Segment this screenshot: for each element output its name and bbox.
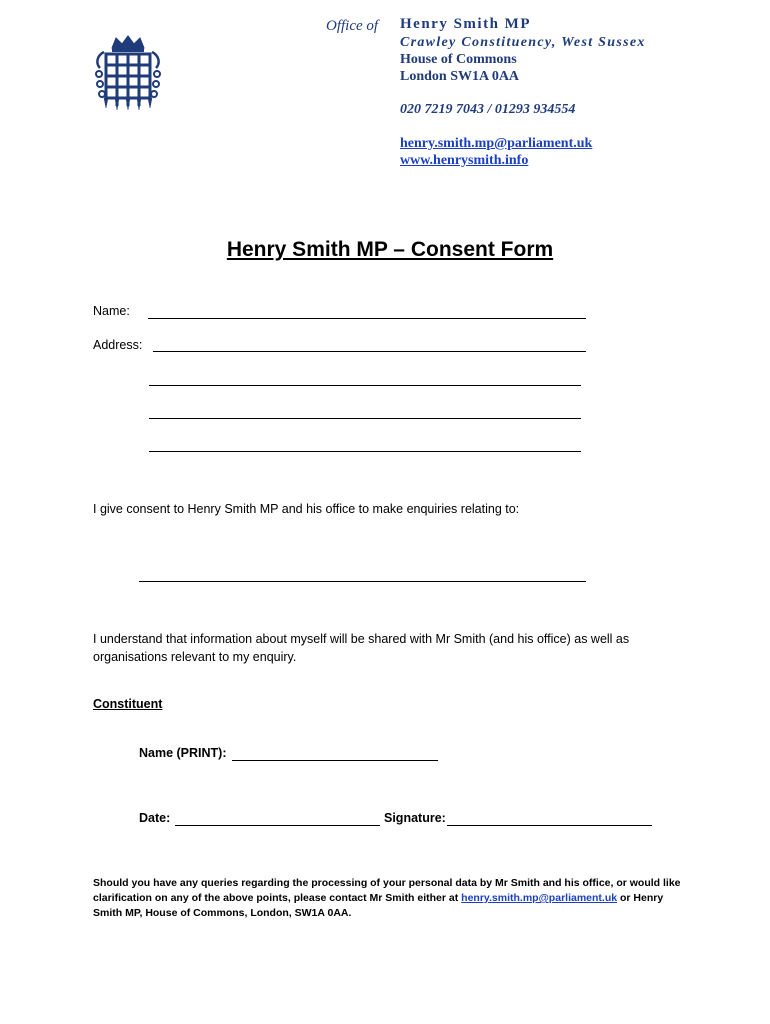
footer-text: Should you have any queries regarding the processing of your personal data by Mr Smith and his office, or would like clarification on any of the above points, please contact Mr Smith either at xyxy=(93,877,681,904)
address-field-3[interactable] xyxy=(149,418,581,419)
mp-name: Henry Smith MP xyxy=(400,16,531,32)
signature-label: Signature: xyxy=(384,811,446,825)
enquiry-field[interactable] xyxy=(139,581,586,582)
understanding-statement: I understand that information about myself will be shared with Mr Smith (and his office) as well as organisations relevant to my enquiry. xyxy=(93,632,630,664)
signature-field[interactable] xyxy=(447,825,652,826)
phone-numbers: 020 7219 7043 / 01293 934554 xyxy=(400,102,576,117)
name-label: Name: xyxy=(93,304,130,318)
office-of-label: Office of xyxy=(326,18,379,34)
portcullis-icon xyxy=(92,34,164,112)
constituent-heading: Constituent xyxy=(93,697,163,711)
constituency: Crawley Constituency, West Sussex xyxy=(400,35,646,50)
footer-address: or Henry Smith MP, House of Commons, London, SW1A 0AA. xyxy=(93,892,664,919)
date-field[interactable] xyxy=(175,825,380,826)
footer-note xyxy=(93,876,693,921)
date-label: Date: xyxy=(139,811,171,825)
website-link[interactable]: www.henrysmith.info xyxy=(400,153,529,168)
address-field-1[interactable] xyxy=(153,351,586,352)
footer-email-link[interactable]: henry.smith.mp@parliament.uk xyxy=(461,892,618,904)
address-label: Address: xyxy=(93,338,143,352)
consent-statement: I give consent to Henry Smith MP and his office to make enquiries relating to: xyxy=(93,502,520,516)
form-title: Henry Smith MP – Consent Form xyxy=(226,238,554,261)
address-line-1: House of Commons xyxy=(400,52,517,67)
name-field[interactable] xyxy=(148,318,586,319)
print-name-label: Name (PRINT): xyxy=(139,746,227,760)
print-name-field[interactable] xyxy=(232,760,438,761)
address-field-4[interactable] xyxy=(149,451,581,452)
address-line-2: London SW1A 0AA xyxy=(400,69,520,84)
address-field-2[interactable] xyxy=(149,385,581,386)
email-link[interactable]: henry.smith.mp@parliament.uk xyxy=(400,136,593,151)
